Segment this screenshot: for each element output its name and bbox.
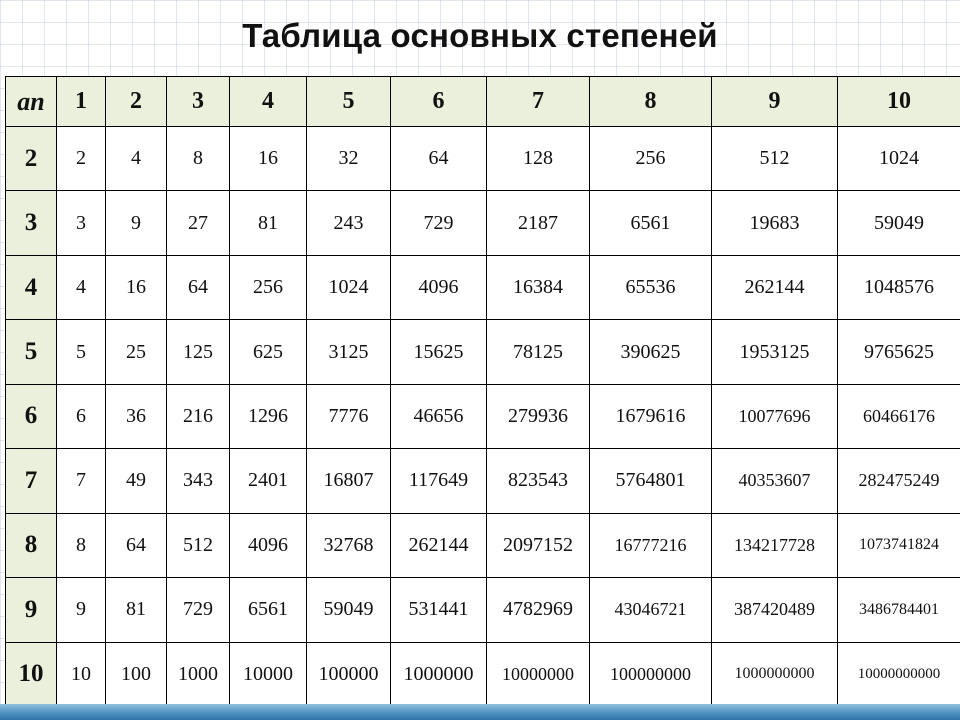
power-value-cell: 729 bbox=[167, 578, 230, 642]
base-header-cell: 9 bbox=[6, 578, 57, 642]
power-value-cell: 100000 bbox=[307, 642, 391, 706]
power-value-cell: 49 bbox=[106, 449, 167, 513]
power-value-cell: 6561 bbox=[590, 191, 712, 255]
power-value-cell: 4 bbox=[57, 255, 106, 319]
power-value-cell: 625 bbox=[230, 320, 307, 384]
power-value-cell: 10 bbox=[57, 642, 106, 706]
power-value-cell: 2401 bbox=[230, 449, 307, 513]
power-value-cell: 8 bbox=[57, 513, 106, 577]
base-header-cell: 5 bbox=[6, 320, 57, 384]
power-value-cell: 9765625 bbox=[838, 320, 960, 384]
table-row bbox=[6, 191, 960, 255]
power-value-cell: 40353607 bbox=[712, 449, 838, 513]
power-value-cell: 4096 bbox=[230, 513, 307, 577]
base-header-cell: 3 bbox=[6, 191, 57, 255]
power-value-cell: 6 bbox=[57, 384, 106, 448]
power-value-cell: 25 bbox=[106, 320, 167, 384]
power-value-cell: 10077696 bbox=[712, 384, 838, 448]
power-value-cell: 9 bbox=[106, 191, 167, 255]
power-value-cell: 10000000 bbox=[487, 642, 590, 706]
power-value-cell: 387420489 bbox=[712, 578, 838, 642]
power-value-cell: 7 bbox=[57, 449, 106, 513]
power-value-cell: 64 bbox=[106, 513, 167, 577]
power-value-cell: 5 bbox=[57, 320, 106, 384]
power-value-cell: 78125 bbox=[487, 320, 590, 384]
power-value-cell: 64 bbox=[391, 127, 487, 191]
exponent-header-cell: 3 bbox=[167, 77, 230, 127]
power-value-cell: 1024 bbox=[307, 255, 391, 319]
exponent-header-cell: 8 bbox=[590, 77, 712, 127]
table-row bbox=[6, 449, 960, 513]
page-title: Таблица основных степеней bbox=[242, 17, 718, 54]
power-value-cell: 16 bbox=[106, 255, 167, 319]
power-value-cell: 216 bbox=[167, 384, 230, 448]
power-value-cell: 100000000 bbox=[590, 642, 712, 706]
power-value-cell: 100 bbox=[106, 642, 167, 706]
exponent-header-cell: 1 bbox=[57, 77, 106, 127]
power-value-cell: 729 bbox=[391, 191, 487, 255]
power-value-cell: 1000000000 bbox=[712, 642, 838, 706]
power-value-cell: 19683 bbox=[712, 191, 838, 255]
power-value-cell: 512 bbox=[712, 127, 838, 191]
power-value-cell: 256 bbox=[590, 127, 712, 191]
base-header-cell: 4 bbox=[6, 255, 57, 319]
power-value-cell: 64 bbox=[167, 255, 230, 319]
power-value-cell: 128 bbox=[487, 127, 590, 191]
power-value-cell: 1000000 bbox=[391, 642, 487, 706]
power-value-cell: 16777216 bbox=[590, 513, 712, 577]
power-value-cell: 117649 bbox=[391, 449, 487, 513]
base-header-cell: 6 bbox=[6, 384, 57, 448]
base-header-cell: 7 bbox=[6, 449, 57, 513]
power-value-cell: 10000000000 bbox=[838, 642, 960, 706]
power-value-cell: 823543 bbox=[487, 449, 590, 513]
power-value-cell: 343 bbox=[167, 449, 230, 513]
power-value-cell: 59049 bbox=[307, 578, 391, 642]
power-value-cell: 1000 bbox=[167, 642, 230, 706]
power-value-cell: 1296 bbox=[230, 384, 307, 448]
table-row bbox=[6, 255, 960, 319]
table-row bbox=[6, 384, 960, 448]
exponent-header-cell: 10 bbox=[838, 77, 960, 127]
power-value-cell: 43046721 bbox=[590, 578, 712, 642]
power-value-cell: 81 bbox=[106, 578, 167, 642]
power-value-cell: 2097152 bbox=[487, 513, 590, 577]
power-value-cell: 16 bbox=[230, 127, 307, 191]
power-value-cell: 6561 bbox=[230, 578, 307, 642]
base-header-cell: 10 bbox=[6, 642, 57, 706]
power-value-cell: 65536 bbox=[590, 255, 712, 319]
power-value-cell: 60466176 bbox=[838, 384, 960, 448]
power-value-cell: 256 bbox=[230, 255, 307, 319]
power-value-cell: 7776 bbox=[307, 384, 391, 448]
power-value-cell: 9 bbox=[57, 578, 106, 642]
power-value-cell: 3 bbox=[57, 191, 106, 255]
power-value-cell: 1953125 bbox=[712, 320, 838, 384]
base-header-cell: 8 bbox=[6, 513, 57, 577]
power-value-cell: 1048576 bbox=[838, 255, 960, 319]
power-value-cell: 3486784401 bbox=[838, 578, 960, 642]
power-value-cell: 32768 bbox=[307, 513, 391, 577]
power-value-cell: 1073741824 bbox=[838, 513, 960, 577]
power-value-cell: 8 bbox=[167, 127, 230, 191]
table-row bbox=[6, 642, 960, 706]
exponent-header-cell: 5 bbox=[307, 77, 391, 127]
power-value-cell: 262144 bbox=[712, 255, 838, 319]
power-value-cell: 15625 bbox=[391, 320, 487, 384]
power-value-cell: 2187 bbox=[487, 191, 590, 255]
power-value-cell: 10000 bbox=[230, 642, 307, 706]
power-value-cell: 1024 bbox=[838, 127, 960, 191]
power-value-cell: 32 bbox=[307, 127, 391, 191]
power-value-cell: 5764801 bbox=[590, 449, 712, 513]
power-value-cell: 59049 bbox=[838, 191, 960, 255]
table-row bbox=[6, 578, 960, 642]
exponent-header-row bbox=[6, 77, 960, 127]
table-row bbox=[6, 127, 960, 191]
power-value-cell: 16384 bbox=[487, 255, 590, 319]
power-value-cell: 531441 bbox=[391, 578, 487, 642]
power-value-cell: 2 bbox=[57, 127, 106, 191]
power-value-cell: 3125 bbox=[307, 320, 391, 384]
power-value-cell: 4096 bbox=[391, 255, 487, 319]
footer-decoration-band bbox=[0, 704, 960, 720]
power-value-cell: 279936 bbox=[487, 384, 590, 448]
exponent-header-cell: 4 bbox=[230, 77, 307, 127]
power-value-cell: 512 bbox=[167, 513, 230, 577]
exponent-header-cell: 7 bbox=[487, 77, 590, 127]
power-value-cell: 27 bbox=[167, 191, 230, 255]
corner-header-cell: an bbox=[6, 77, 57, 127]
powers-table-body bbox=[6, 77, 960, 707]
power-value-cell: 46656 bbox=[391, 384, 487, 448]
power-value-cell: 243 bbox=[307, 191, 391, 255]
base-header-cell: 2 bbox=[6, 127, 57, 191]
exponent-header-cell: 2 bbox=[106, 77, 167, 127]
exponent-header-cell: 6 bbox=[391, 77, 487, 127]
exponent-header-cell: 9 bbox=[712, 77, 838, 127]
power-value-cell: 81 bbox=[230, 191, 307, 255]
powers-table bbox=[5, 76, 960, 707]
power-value-cell: 1679616 bbox=[590, 384, 712, 448]
power-value-cell: 36 bbox=[106, 384, 167, 448]
table-row bbox=[6, 513, 960, 577]
table-row bbox=[6, 320, 960, 384]
power-value-cell: 4 bbox=[106, 127, 167, 191]
power-value-cell: 125 bbox=[167, 320, 230, 384]
power-value-cell: 390625 bbox=[590, 320, 712, 384]
power-value-cell: 282475249 bbox=[838, 449, 960, 513]
power-value-cell: 16807 bbox=[307, 449, 391, 513]
power-value-cell: 134217728 bbox=[712, 513, 838, 577]
power-value-cell: 4782969 bbox=[487, 578, 590, 642]
power-value-cell: 262144 bbox=[391, 513, 487, 577]
